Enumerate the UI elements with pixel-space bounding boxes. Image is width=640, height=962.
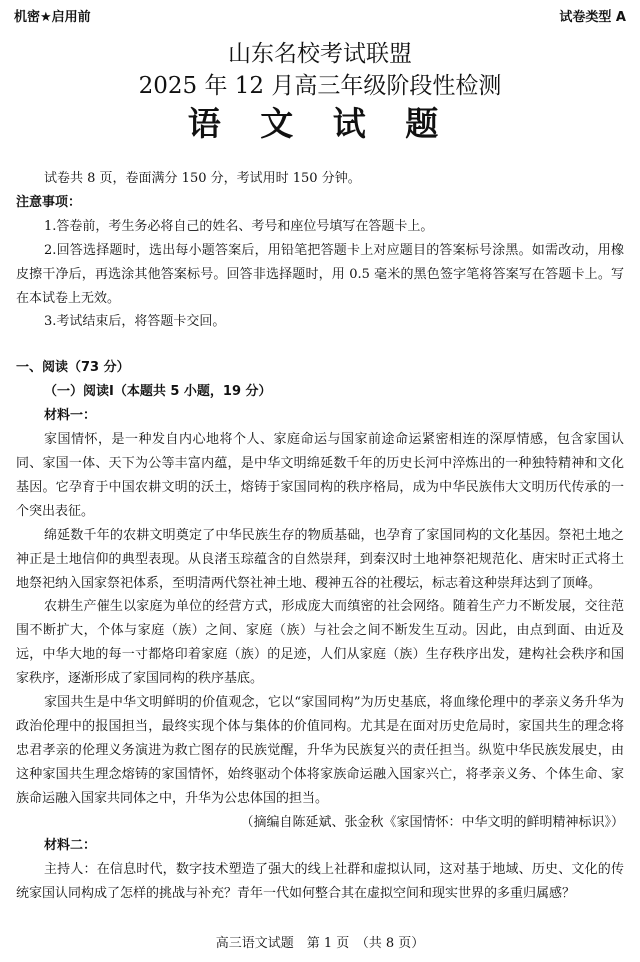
material2-paragraph: 主持人：在信息时代，数字技术塑造了强大的线上社群和虚拟认同，这对基于地域、历史、文化的传统家国认同构成了怎样的挑战与补充？青年一代如何整合其在虚拟空间和现实世界的多重归属感？ bbox=[16, 862, 624, 902]
note-item: 2.回答选择题时，选出每小题答案后，用铅笔把答题卡上对应题目的答案标号涂黑。如需改动，用橡皮擦干净后，再选涂其他答案标号。回答非选择题时，用 0.5 毫米的黑色签字笔将答案写在答题卡上。写在本试卷上无效。 bbox=[16, 242, 624, 306]
material1-paragraph: 农耕生产催生以家庭为单位的经营方式，形成庞大而缜密的社会网络。随着生产力不断发展，交往范围不断扩大，个体与家庭（族）之间、家庭（族）与社会之间不断发生互动。因此，由点到面、由近及远，中华大地的每一寸都烙印着家庭（族）的足迹，人们从家庭（族）生存秩序出发，建构社会秩序和国家秩序，逐渐形成了家国同构的秩序基底。 bbox=[16, 599, 624, 687]
paper-type-label: 试卷类型 A bbox=[559, 10, 626, 25]
exam-name-title: 2025 年 12 月高三年级阶段性检测 bbox=[138, 73, 502, 99]
material1-paragraph: 家国情怀，是一种发自内心地将个人、家庭命运与国家前途命运紧密相连的深厚情感，包含家国认同、家国一体、天下为公等丰富内蕴，是中华文明绵延数千年的历史长河中淬炼出的一种独特精神和文化基因。它孕育于中国农耕文明的沃土，熔铸于家国同构的秩序格局，成为中华民族伟大文明历代传承的一个突出表征。 bbox=[16, 432, 624, 519]
note-item: 1.答卷前，考生务必将自己的姓名、考号和座位号填写在答题卡上。 bbox=[44, 218, 434, 234]
exam-union-title: 山东名校考试联盟 bbox=[228, 41, 412, 67]
section-title: 一、阅读（73 分） bbox=[16, 360, 130, 376]
note-item: 3.考试结束后，将答题卡交回。 bbox=[44, 314, 226, 330]
intro-text: 试卷共 8 页，卷面满分 150 分，考试用时 150 分钟。 bbox=[44, 171, 361, 186]
spacer bbox=[16, 334, 624, 356]
notes-heading: 注意事项： bbox=[16, 194, 82, 210]
material1-source: （摘编自陈延斌、张金秋《家国情怀：中华文明的鲜明精神标识》） bbox=[240, 814, 624, 830]
page-footer: 高三语文试题 第 1 页 （共 8 页） bbox=[215, 936, 425, 951]
subsection-title: （一）阅读Ⅰ（本题共 5 小题，19 分） bbox=[44, 384, 272, 400]
subject-title: 语 文 试 题 bbox=[187, 104, 453, 143]
exam-content bbox=[16, 167, 624, 906]
material1-paragraph: 绵延数千年的农耕文明奠定了中华民族生存的物质基础，也孕育了家国同构的文化基因。祭祀土地之神正是土地信仰的典型表现。从良渚玉琮蕴含的自然崇拜，到秦汉时土地神祭祀规范化、唐宋时正式将土地祭祀纳入国家祭祀体系，至明清两代祭社神土地、稷神五谷的社稷坛，标志着这种崇拜达到了顶峰。 bbox=[16, 527, 624, 591]
material1-paragraph: 家国共生是中华文明鲜明的价值观念，它以“家国同构”为历史基底，将血缘伦理中的孝亲义务升华为政治伦理中的报国担当，最终实现个体与集体的价值同构。尤其是在面对历史危局时，家国共生的理念将忠君孝亲的伦理义务演进为救亡图存的民族觉醒，升华为民族复兴的责任担当。纵览中华民族发展史，由这种家国共生理念熔铸的家国情怀，始终驱动个体将家族命运融入国家兴亡，将孝亲义务、个体生命、家族命运融入国家共同体之中，升华为公忠体国的担当。 bbox=[16, 695, 624, 806]
material1-label: 材料一： bbox=[44, 408, 97, 424]
material2-label: 材料二： bbox=[44, 838, 97, 854]
confidential-label: 机密★启用前 bbox=[14, 10, 91, 25]
